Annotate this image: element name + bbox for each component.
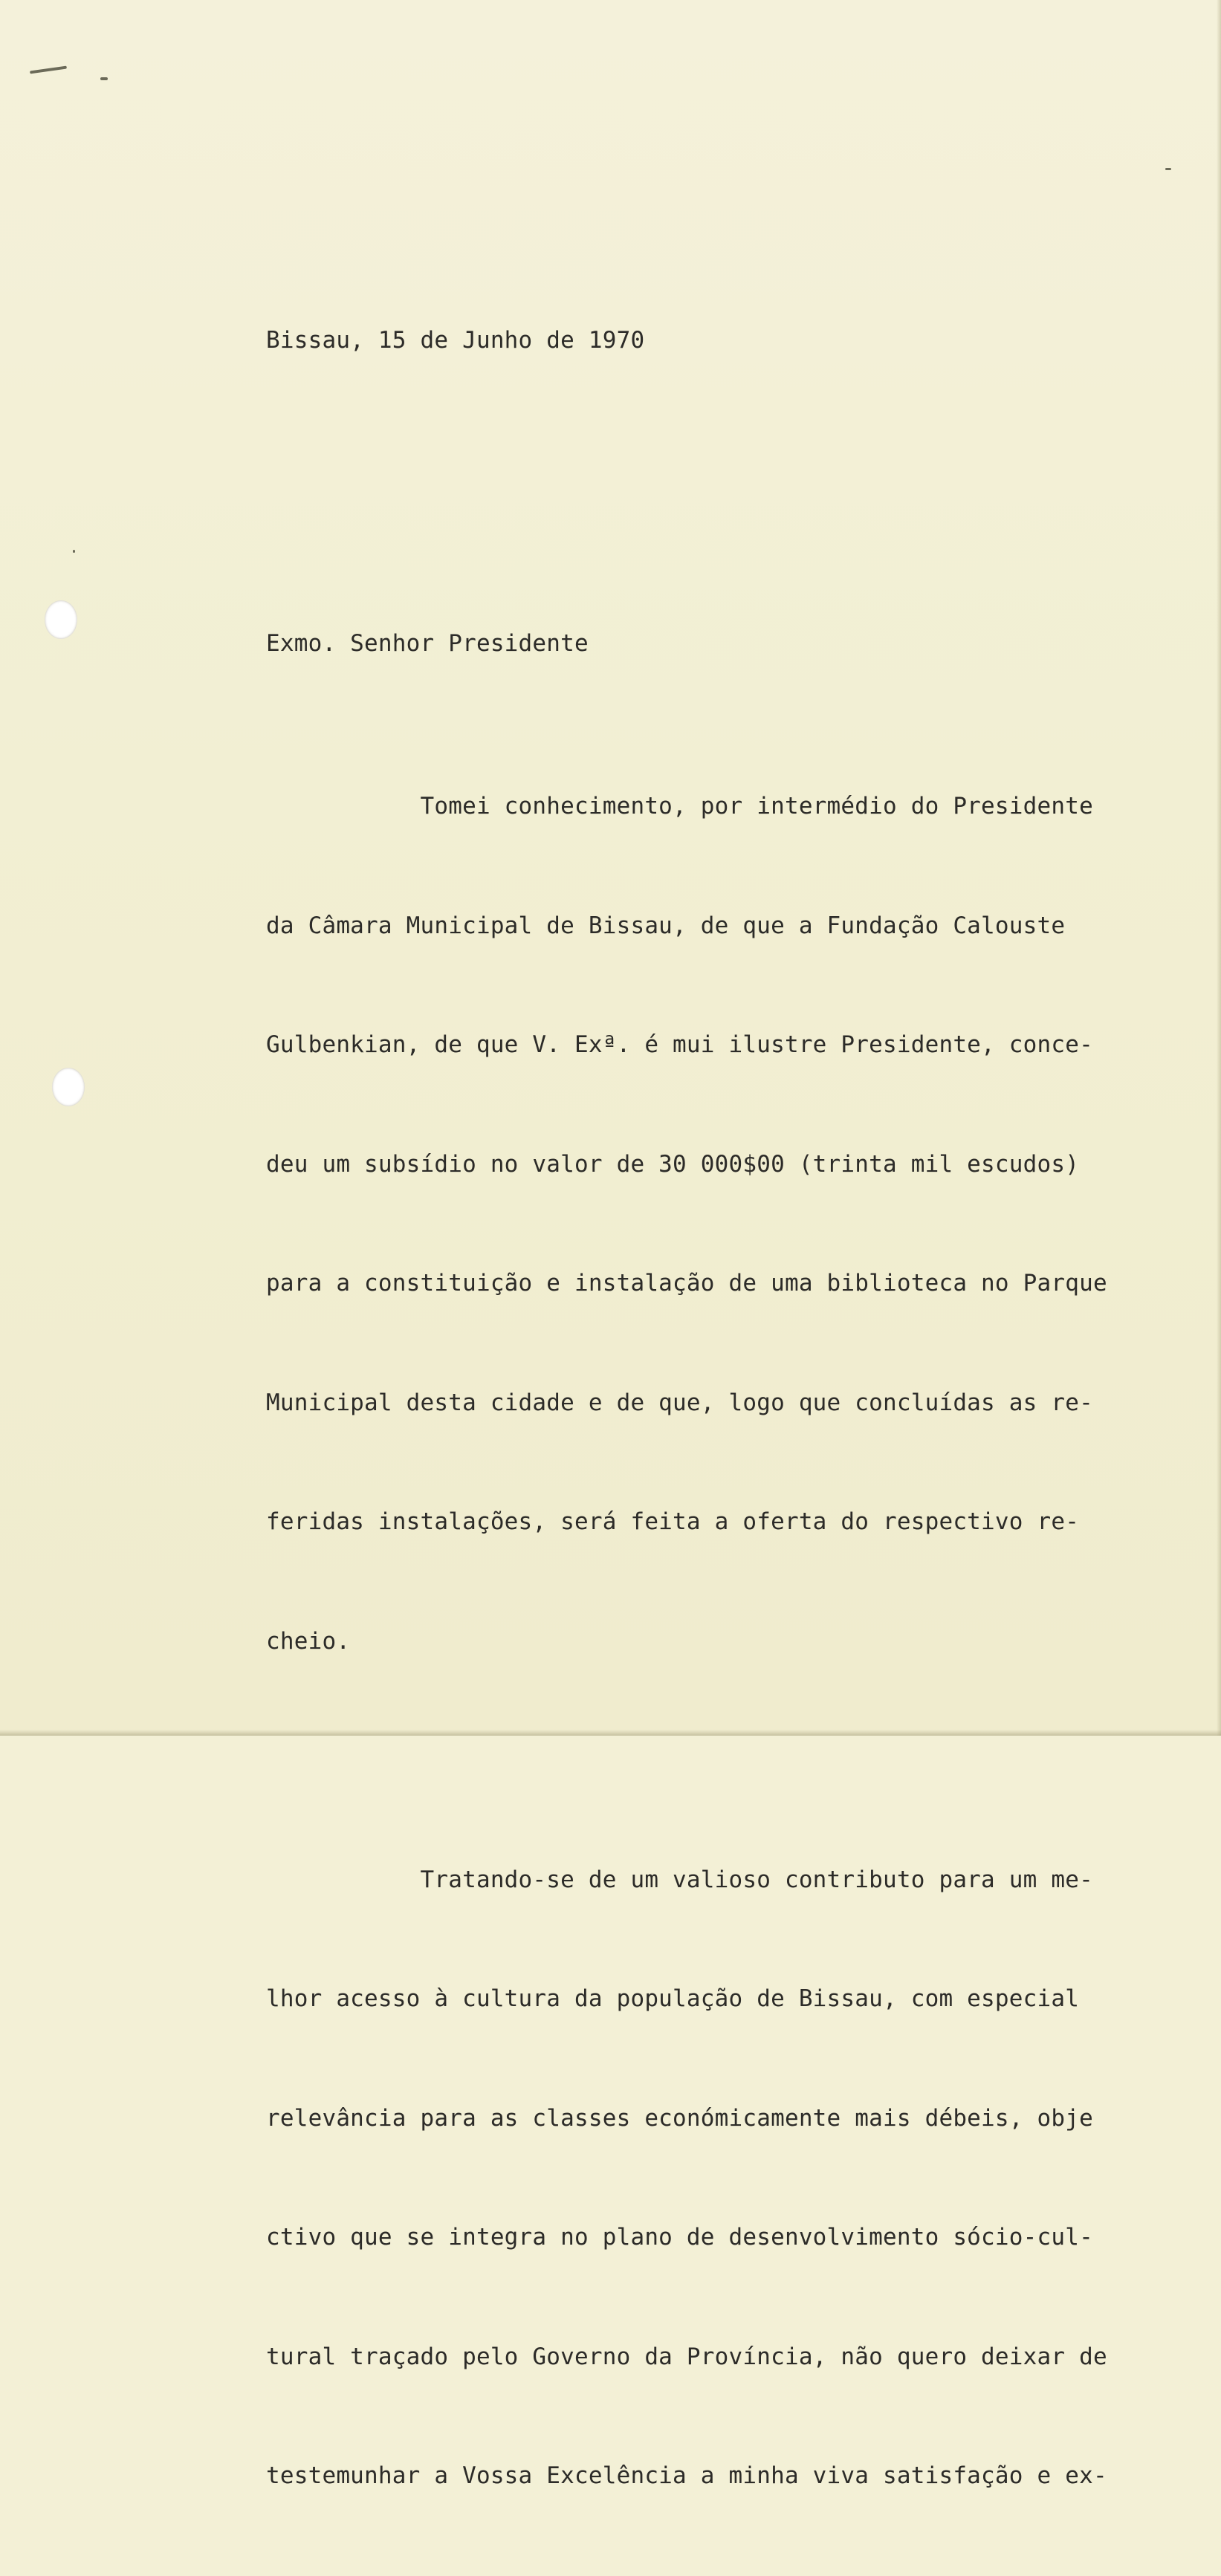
letter-body bbox=[266, 707, 1107, 2576]
punch-hole-bottom bbox=[52, 1068, 85, 1106]
paragraph-2-line: lhor acesso à cultura da população de Bissau, com especial bbox=[266, 1985, 1080, 2012]
ink-mark bbox=[30, 66, 67, 74]
paragraph-2-line: relevância para as classes económicamente mais débeis, obje bbox=[266, 2104, 1093, 2132]
paragraph-2-line: testemunhar a Vossa Excelência a minha viva satisfação e ex- bbox=[266, 2462, 1107, 2489]
ink-mark bbox=[100, 77, 108, 80]
paper-edge-right bbox=[1217, 0, 1221, 1736]
paragraph-1-line: feridas instalações, será feita a oferta do respectivo re- bbox=[266, 1508, 1080, 1535]
paragraph-2-line: Tratando-se de um valioso contributo para um me- bbox=[266, 1866, 1093, 1893]
ink-mark bbox=[1165, 168, 1171, 170]
letter-salutation: Exmo. Senhor Presidente bbox=[266, 630, 589, 657]
paragraph-1-line: Gulbenkian, de que V. Exª. é mui ilustre Presidente, conce- bbox=[266, 1031, 1093, 1058]
paragraph-1-line: da Câmara Municipal de Bissau, de que a Fundação Calouste bbox=[266, 912, 1066, 939]
letter-date: Bissau, 15 de Junho de 1970 bbox=[266, 327, 645, 354]
paragraph-2-line: ctivo que se integra no plano de desenvolvimento sócio-cul- bbox=[266, 2224, 1093, 2251]
paragraph-1-line: Municipal desta cidade e de que, logo que concluídas as re- bbox=[266, 1389, 1093, 1416]
ink-mark bbox=[73, 550, 75, 553]
paragraph-2-line: tural traçado pelo Governo da Província, não quero deixar de bbox=[266, 2343, 1107, 2370]
paragraph-1-line: para a constituição e instalação de uma biblioteca no Parque bbox=[266, 1270, 1107, 1297]
paragraph-1-line: deu um subsídio no valor de 30 000$00 (trinta mil escudos) bbox=[266, 1150, 1080, 1178]
paragraph-1-line: cheio. bbox=[266, 1627, 351, 1655]
punch-hole-top bbox=[45, 600, 77, 639]
paragraph-1-line: Tomei conhecimento, por intermédio do Presidente bbox=[266, 793, 1093, 820]
paragraph-spacer bbox=[266, 1741, 1107, 1781]
